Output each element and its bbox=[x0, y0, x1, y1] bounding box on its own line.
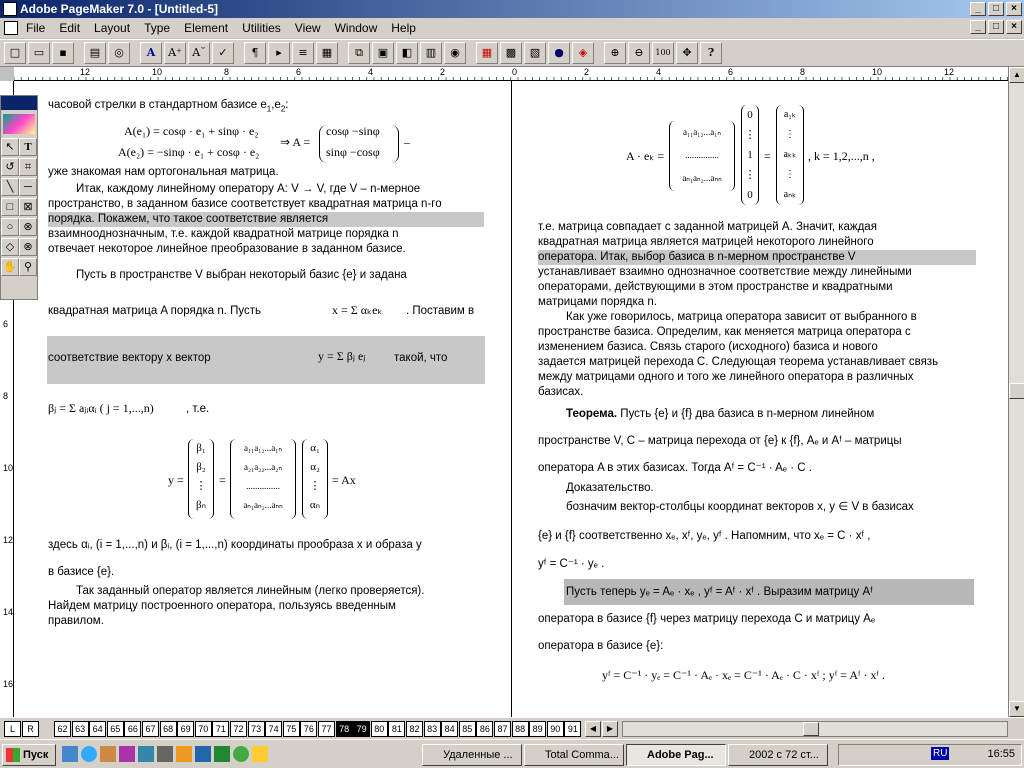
globe-icon[interactable]: ● bbox=[548, 42, 570, 64]
ql-icon-5[interactable] bbox=[138, 746, 154, 762]
m-row2: a₂₁a₂₂...a₂ₙ bbox=[243, 462, 282, 472]
actual-size-icon[interactable]: 100 bbox=[652, 42, 674, 64]
window-title: Adobe PageMaker 7.0 - [Untitled-5] bbox=[20, 2, 219, 16]
page-tabs-nav bbox=[585, 721, 618, 737]
minimize-button[interactable]: _ bbox=[970, 2, 986, 16]
left-p6b: такой, что bbox=[394, 352, 448, 364]
proof-2: {e} и {f} соответственно xₑ, xᶠ, yₑ, yᶠ . Напомним, что xₑ = C · xᶠ , bbox=[538, 530, 871, 542]
proof-7: yᶠ = C⁻¹ · yₑ = C⁻¹ · Aₑ · xₑ = C⁻¹ · Aₑ · C · xᶠ ; yᶠ = Aᶠ · xᶠ . bbox=[602, 668, 886, 682]
page-tab[interactable]: 87 bbox=[494, 721, 511, 737]
title-bar bbox=[0, 0, 1024, 18]
right-r4: устанавливает взаимно однозначное соответствие между линейными bbox=[538, 266, 912, 278]
find-icon[interactable]: ◎ bbox=[108, 42, 130, 64]
sub-2: 2 bbox=[280, 104, 286, 114]
left-p6a: соответствие вектору x вектор bbox=[48, 352, 211, 364]
scroll-thumb[interactable] bbox=[1009, 383, 1024, 399]
left-p7b: , т.е. bbox=[186, 403, 210, 415]
spell-check-icon[interactable]: ✓ bbox=[212, 42, 234, 64]
r-eq-eq: = bbox=[764, 149, 771, 163]
ellipse-frame-icon[interactable]: ⊗ bbox=[19, 218, 37, 236]
toolbox-title bbox=[1, 96, 37, 110]
page-tab[interactable]: 82 bbox=[406, 721, 423, 737]
print-icon[interactable]: ▤ bbox=[84, 42, 106, 64]
doc-minimize-button[interactable]: _ bbox=[970, 20, 986, 34]
sub-1: 1 bbox=[266, 104, 272, 114]
ql-icon-3[interactable] bbox=[100, 746, 116, 762]
color-icon[interactable]: ▦ bbox=[476, 42, 498, 64]
ruler-label: 4 bbox=[368, 67, 374, 77]
right-r12: базисах. bbox=[538, 386, 584, 398]
quick-launch bbox=[62, 746, 268, 762]
page-tab[interactable]: 85 bbox=[459, 721, 476, 737]
ql-icon-11[interactable] bbox=[252, 746, 268, 762]
page-tab[interactable]: 70 bbox=[195, 721, 212, 737]
pdf-icon[interactable]: ◈ bbox=[572, 42, 594, 64]
main-toolbar bbox=[0, 39, 1024, 67]
menu-bar bbox=[0, 18, 1024, 38]
left-p4: Пусть в пространстве V выбран некоторый базис {e} и задана bbox=[76, 269, 407, 281]
clock[interactable]: 16:55 bbox=[987, 748, 1015, 760]
page-tabs-bar bbox=[0, 717, 1024, 739]
v3: ⋮ bbox=[744, 169, 756, 181]
eq1-m2: sinφ −cosφ bbox=[326, 145, 380, 159]
big-col1 bbox=[188, 439, 214, 519]
tab-scroll-left-icon[interactable]: ◀ bbox=[585, 721, 601, 737]
ruler-label: 10 bbox=[152, 67, 163, 77]
page-tab[interactable]: 91 bbox=[564, 721, 581, 737]
right-r3: оператора. Итак, выбор базиса в n-мерном пространстве V bbox=[538, 250, 976, 265]
big-y: y = bbox=[168, 473, 184, 487]
left-p8b: в базисе {e}. bbox=[48, 566, 115, 578]
left-p3a: Итак, каждому линейному оператору A: V → V, где V – n-мерное bbox=[76, 183, 421, 195]
an: αₙ bbox=[309, 499, 321, 511]
page-tab[interactable]: 72 bbox=[230, 721, 247, 737]
color-swatch[interactable] bbox=[3, 114, 35, 134]
ql-icon-1[interactable] bbox=[62, 746, 78, 762]
left-p5-eq: x = Σ αₖeₖ bbox=[332, 303, 383, 317]
big-tail: = Ax bbox=[332, 473, 356, 487]
proof-1: бозначим вектор-столбцы координат векторов x, y ∈ V в базисах bbox=[566, 501, 914, 513]
left-p3e: отвечает некоторое линейное преобразование в заданном базисе. bbox=[48, 243, 406, 255]
theorem-3: оператора A в этих базисах. Тогда Aᶠ = C⁻¹ · Aₑ · C . bbox=[538, 462, 812, 474]
eq1-m1: cosφ −sinφ bbox=[326, 124, 380, 138]
eq1a: A(e₁) = cosφ · e₁ + sinφ · e₂ bbox=[124, 124, 259, 138]
big-matrix bbox=[230, 439, 296, 519]
page-tab[interactable]: 86 bbox=[476, 721, 493, 737]
paste-icon[interactable]: ▣ bbox=[372, 42, 394, 64]
text-wrap-icon[interactable]: ≡ bbox=[292, 42, 314, 64]
font-larger-icon[interactable]: A⁺ bbox=[164, 42, 186, 64]
r1: ⋮ bbox=[785, 129, 795, 140]
start-label: Пуск bbox=[23, 749, 49, 761]
scroll-down-icon[interactable]: ▼ bbox=[1009, 701, 1024, 717]
new-icon[interactable]: □ bbox=[4, 42, 26, 64]
right-r5: операторами, действующими в этом пространстве и квадратными bbox=[538, 281, 893, 293]
left-p5a: квадратная матрица A порядка n. Пусть bbox=[48, 305, 262, 317]
taskbar bbox=[0, 739, 1024, 768]
master-left-tab[interactable]: L bbox=[4, 721, 21, 737]
ruler-label: 0 bbox=[512, 67, 518, 77]
big-eq: = bbox=[219, 473, 226, 487]
copy-icon[interactable]: ⧉ bbox=[348, 42, 370, 64]
page-tab[interactable]: 81 bbox=[388, 721, 405, 737]
bn: βₙ bbox=[196, 499, 206, 511]
r2: aₖₖ bbox=[783, 149, 797, 160]
ruler-label: 12 bbox=[944, 67, 955, 77]
hand-tool-icon[interactable]: ✋ bbox=[1, 258, 19, 276]
r-eq-vector bbox=[741, 105, 759, 205]
vruler-label: 16 bbox=[3, 679, 14, 689]
left-p9c: правилом. bbox=[48, 615, 104, 627]
proof-5: оператора в базисе {f} через матрицу перехода C и матрицу Aₑ bbox=[538, 613, 876, 625]
column-divider bbox=[511, 81, 512, 717]
r-eq-tail: , k = 1,2,...,n , bbox=[808, 149, 875, 163]
left-p9b: Найдем матрицу построенного оператора, пользуясь введенным bbox=[48, 600, 396, 612]
left-p5b: . Поставим в bbox=[406, 305, 475, 317]
paragraph-icon[interactable]: ¶ bbox=[244, 42, 266, 64]
ruler-label: 8 bbox=[224, 67, 230, 77]
right-r11: между матрицами одного и того же линейного оператора в различных bbox=[538, 371, 914, 383]
vruler-label: 12 bbox=[3, 535, 14, 545]
ql-icon-6[interactable] bbox=[157, 746, 173, 762]
excel-icon[interactable] bbox=[214, 746, 230, 762]
v4: 0 bbox=[747, 189, 753, 201]
page-tab[interactable]: 64 bbox=[89, 721, 106, 737]
page-tab[interactable]: 75 bbox=[283, 721, 300, 737]
line-tool-icon[interactable]: ╲ bbox=[1, 178, 19, 196]
doc-icon[interactable] bbox=[4, 21, 18, 35]
menu-type[interactable]: Type bbox=[144, 21, 171, 35]
maximize-button[interactable]: □ bbox=[988, 2, 1004, 16]
polygon-tool-icon[interactable]: ◇ bbox=[1, 238, 19, 256]
link-icon[interactable]: ◉ bbox=[444, 42, 466, 64]
page-tab[interactable]: 89 bbox=[529, 721, 546, 737]
polygon-frame-icon[interactable]: ⊗ bbox=[19, 238, 37, 256]
eq1b: A(e₂) = −sinφ · e₁ + cosφ · e₂ bbox=[118, 145, 260, 159]
r3: ⋮ bbox=[785, 169, 795, 180]
right-r7: Как уже говорилось, матрица оператора зависит от выбранного в bbox=[566, 311, 917, 323]
task-deleted[interactable]: Удаленные ... bbox=[422, 744, 522, 766]
zoom-out-icon[interactable]: ⊖ bbox=[628, 42, 650, 64]
b2: β₂ bbox=[196, 461, 206, 473]
m-row1: a₁₁a₁₂...a₁ₙ bbox=[243, 443, 282, 453]
rect-tool-icon[interactable]: □ bbox=[1, 198, 19, 216]
page-tab[interactable]: 79 bbox=[353, 721, 370, 737]
eq1-implies: ⇒ A = bbox=[280, 135, 311, 149]
hscroll-thumb[interactable] bbox=[803, 722, 819, 736]
left-p9a: Так заданный оператор является линейным (легко проверяется). bbox=[76, 585, 425, 597]
r-eq-matrix bbox=[669, 121, 735, 191]
menu-window[interactable]: Window bbox=[334, 21, 378, 35]
zoom-in-icon[interactable]: ⊕ bbox=[604, 42, 626, 64]
task-pagemaker[interactable]: Adobe Pag... bbox=[626, 744, 726, 766]
ruler-label: 2 bbox=[440, 67, 446, 77]
doc-restore-button[interactable]: □ bbox=[988, 20, 1004, 34]
image-icon[interactable]: ▩ bbox=[500, 42, 522, 64]
app-icon[interactable] bbox=[3, 2, 17, 16]
left-p3d: взаимнооднозначным, т.е. каждой квадратной матрице порядка n bbox=[48, 228, 399, 240]
m-row4: aₙ₁aₙ₂...aₙₙ bbox=[243, 500, 283, 510]
page-tab[interactable]: 68 bbox=[160, 721, 177, 737]
r-eq-lhs: A · eₖ = bbox=[626, 149, 665, 163]
ruler-label: 6 bbox=[296, 67, 302, 77]
doc-close-button[interactable]: × bbox=[1006, 20, 1022, 34]
page-tab[interactable]: 67 bbox=[142, 721, 159, 737]
eq1-tail: – bbox=[404, 135, 410, 149]
big-col2 bbox=[302, 439, 328, 519]
page-tab[interactable]: 77 bbox=[318, 721, 335, 737]
page-tab[interactable]: 88 bbox=[512, 721, 529, 737]
task-word-doc[interactable]: 2002 с 72 ст... bbox=[728, 744, 828, 766]
menu-edit[interactable]: Edit bbox=[59, 21, 81, 35]
a2: α₂ bbox=[310, 461, 320, 473]
ql-icon-7[interactable] bbox=[176, 746, 192, 762]
save-icon[interactable]: ▪ bbox=[52, 42, 74, 64]
left-p6-eq: y = Σ βⱼ eⱼ bbox=[318, 349, 366, 363]
menu-element[interactable]: Element bbox=[184, 21, 229, 35]
right-r1: т.е. матрица совпадает с заданной матрицей A. Значит, каждая bbox=[538, 221, 877, 233]
left-p7-eq: βⱼ = Σ aⱼᵢαᵢ ( j = 1,...,n) bbox=[48, 401, 154, 415]
left-p8a: здесь αᵢ, (i = 1,...,n) и βᵢ, (i = 1,...,n) координаты прообраза x и образа y bbox=[48, 539, 422, 551]
proof-3: yᶠ = C⁻¹ · yₑ . bbox=[538, 558, 605, 570]
ql-icon-4[interactable] bbox=[119, 746, 135, 762]
page-tab[interactable]: 90 bbox=[547, 721, 564, 737]
page-tab[interactable]: 74 bbox=[265, 721, 282, 737]
page-tab[interactable]: 78 bbox=[336, 721, 353, 737]
theorem-2: пространстве V, C – матрица перехода от {e} к {f}, Aₑ и Aᶠ – матрицы bbox=[538, 435, 902, 447]
toolbox-palette bbox=[0, 95, 38, 300]
page-tab[interactable]: 83 bbox=[424, 721, 441, 737]
fit-page-icon[interactable]: ✥ bbox=[676, 42, 698, 64]
page-tab[interactable]: 63 bbox=[72, 721, 89, 737]
right-r10: задается матрицей перехода C. Следующая теорема устанавливает связь bbox=[538, 356, 939, 368]
story-editor-icon[interactable]: ▸ bbox=[268, 42, 290, 64]
vertical-scrollbar[interactable] bbox=[1008, 67, 1024, 717]
ie-icon[interactable] bbox=[81, 746, 97, 762]
menu-file[interactable]: File bbox=[26, 21, 46, 35]
ruler-label: 2 bbox=[584, 67, 590, 77]
v2: 1 bbox=[747, 149, 753, 161]
open-icon[interactable]: ▭ bbox=[28, 42, 50, 64]
constrained-line-icon[interactable]: ─ bbox=[19, 178, 37, 196]
theorem-label: Теорема. bbox=[566, 408, 618, 420]
v1: ⋮ bbox=[744, 129, 756, 141]
place-icon[interactable]: ◧ bbox=[396, 42, 418, 64]
menu-utilities[interactable]: Utilities bbox=[242, 21, 281, 35]
left-p3b: пространство, в заданном базисе соответствует квадратная матрица n-го bbox=[48, 198, 442, 210]
proof-label: Доказательство. bbox=[566, 482, 654, 494]
right-r6: матрицами порядка n. bbox=[538, 296, 657, 308]
page-tab[interactable]: 69 bbox=[177, 721, 194, 737]
master-right-tab[interactable]: R bbox=[22, 721, 39, 737]
a1: α₁ bbox=[310, 442, 320, 454]
ruler-label: 12 bbox=[80, 67, 91, 77]
page-tab[interactable]: 65 bbox=[107, 721, 124, 737]
b1: β₁ bbox=[196, 442, 206, 454]
menu-help[interactable]: Help bbox=[391, 21, 416, 35]
system-tray bbox=[838, 744, 1022, 766]
vruler-label: 14 bbox=[3, 607, 14, 617]
start-button[interactable] bbox=[2, 744, 56, 766]
ruler-label: 4 bbox=[656, 67, 662, 77]
proof-4: Пусть теперь yₑ = Aₑ · xₑ , yᶠ = Aᶠ · xᶠ . Выразим матрицу Aᶠ bbox=[566, 586, 873, 598]
page-tab[interactable]: 80 bbox=[371, 721, 388, 737]
page-tab[interactable]: 73 bbox=[248, 721, 265, 737]
rect-frame-icon[interactable]: ⊠ bbox=[19, 198, 37, 216]
ruler-label: 8 bbox=[800, 67, 806, 77]
text-tool-icon[interactable]: A bbox=[140, 42, 162, 64]
vruler-label: 6 bbox=[3, 319, 9, 329]
vruler-label: 10 bbox=[3, 463, 14, 473]
left-p1: часовой стрелки в стандартном базисе e bbox=[48, 99, 267, 111]
page-tab[interactable]: 84 bbox=[441, 721, 458, 737]
ellipse-tool-icon[interactable]: ○ bbox=[1, 218, 19, 236]
page-tab[interactable]: 66 bbox=[124, 721, 141, 737]
m-row3: ............... bbox=[246, 481, 280, 491]
right-r9: изменением базиса. Связь старого (исходного) базиса и нового bbox=[538, 341, 878, 353]
page-tab[interactable]: 62 bbox=[54, 721, 71, 737]
horizontal-ruler[interactable] bbox=[14, 67, 1009, 81]
r0: a₁ₖ bbox=[783, 109, 797, 120]
page-tab[interactable]: 71 bbox=[212, 721, 229, 737]
zoom-tool-icon[interactable]: ⚲ bbox=[19, 258, 37, 276]
ql-icon-10[interactable] bbox=[233, 746, 249, 762]
left-p2: уже знакомая нам ортогональная матрица. bbox=[48, 166, 279, 178]
right-r8: пространстве базиса. Определим, как меняется матрица оператора с bbox=[538, 326, 911, 338]
theorem-1: Пусть {e} и {f} два базиса в n-мерном линейном bbox=[620, 408, 875, 420]
ruler-label: 6 bbox=[728, 67, 734, 77]
bdots: ⋮ bbox=[195, 480, 207, 492]
word-icon[interactable] bbox=[195, 746, 211, 762]
close-button[interactable]: × bbox=[1006, 2, 1022, 16]
lang-indicator[interactable]: RU bbox=[933, 748, 948, 759]
styles-icon[interactable]: ▦ bbox=[316, 42, 338, 64]
rm-row2: ............... bbox=[685, 150, 719, 160]
right-r2: квадратная матрица является матрицей некоторого линейного bbox=[538, 236, 874, 248]
rm-row1: a₁₁a₁₂...a₁ₙ bbox=[682, 127, 721, 137]
adots: ⋮ bbox=[309, 480, 321, 492]
page-tab[interactable]: 76 bbox=[300, 721, 317, 737]
document-page[interactable]: часовой стрелки в стандартном базисе $e_1,e_2$: A(e₁) = cosφ · e₁ + sinφ · e₂ A(e₂) = −sinφ · e₁ + cosφ · e₂ ⇒ A = cosφ −sinφ sinφ −cosφ – уже знакомая нам ортогональная матрица. Итак, каждому линейному оператору A: V → V, где V – n-мерное пространство, в заданном базисе соответствует квадратная матрица n-го порядка. Покажем, что такое соответствие является взаимнооднозначным, т.е. каждой квадратной матрице порядка n отвечает некоторое линейное преобразование в заданном базисе. Пусть в пространстве V выбран некоторый базис {e} и задана квадратная матрица A порядка n. Пусть x = Σ αₖeₖ . Поставим в соответствие вектору x вектор y = Σ βⱼ eⱼ такой, что βⱼ = Σ aⱼᵢαᵢ ( j = 1,...,n) , т.е. y = β₁ β₂ ⋮ βₙ = a₁₁a₁₂...a₁ₙ a₂₁a₂₂...a₂ₙ ............... aₙ₁aₙ₂...aₙₙ α₁ α₂ ⋮ αₙ = Ax здесь αᵢ, (i = 1,...,n) и βᵢ, (i = 1,...,n) координаты прообраза x и образа y в базисе {e}. Так заданный оператор является линейным (легко проверяется). Найдем матрицу построенного оператора, пользуясь введенным правилом. A · eₖ = a₁₁a₁₂...a₁ₙ ............... aₙ₁aₙ₂...aₙₙ 0 ⋮ 1 ⋮ 0 = a₁ₖ ⋮ aₖₖ ⋮ aₙₖ , k = 1,2,...,n , т.е. матрица совпадает с заданной матрицей A. Значит, каждая квадратная матрица является матрицей некоторого линейного оператора. Итак, выбор базиса в n-мерном пространстве V устанавливает взаимно однозначное соответствие между линейными операторами, действующими в этом пространстве и квадратными матрицами порядка n. Как уже говорилось, матрица оператора зависит от выбранного в пространстве базиса. Определим, как меняется матрица оператора с изменением базиса. Связь старого (исходного) базиса и нового задается матрицей перехода C. Следующая теорема устанавливает связь между матрицами одного и того же линейного оператора в различных базисах. Теорема. Пусть {e} и {f} два базиса в n-мерном линейном пространстве V, C – матрица перехода от {e} к {f}, Aₑ и Aᶠ – матрицы оператора A в этих базисах. Тогда Aᶠ = C⁻¹ · Aₑ · C . Доказательство. бозначим вектор-столбцы координат векторов x, y ∈ V в базисах {e} и {f} соответственно xₑ, xᶠ, yₑ, yᶠ . Напомним, что xₑ = C · xᶠ , yᶠ = C⁻¹ · yₑ . Пусть теперь yₑ = Aₑ · xₑ , yᶠ = Aᶠ · xᶠ . Выразим матрицу Aᶠ оператора в базисе {f} через матрицу перехода C и матрицу Aₑ оператора в базисе {e}: yᶠ = C⁻¹ · yₑ = C⁻¹ · Aₑ · xₑ = C⁻¹ · Aₑ · C · xᶠ ; yᶠ = Aᶠ · xᶠ . bbox=[14, 81, 1008, 717]
text-tool-icon-t[interactable]: T bbox=[19, 138, 37, 156]
font-style-icon[interactable]: A˘ bbox=[188, 42, 210, 64]
crop-tool-icon[interactable]: ⌗ bbox=[19, 158, 37, 176]
vruler-label: 8 bbox=[3, 391, 9, 401]
r4: aₙₖ bbox=[783, 189, 797, 200]
left-p3c: порядка. Покажем, что такое соответствие является bbox=[48, 212, 484, 227]
rm-row3: aₙ₁aₙ₂...aₙₙ bbox=[682, 173, 722, 183]
task-total-commander[interactable]: Total Comma... bbox=[524, 744, 624, 766]
help-icon[interactable]: ? bbox=[700, 42, 722, 64]
v0: 0 bbox=[747, 109, 753, 121]
menu-layout[interactable]: Layout bbox=[94, 21, 131, 35]
pointer-tool-icon[interactable]: ↖ bbox=[1, 138, 19, 156]
tab-scroll-right-icon[interactable]: ▶ bbox=[602, 721, 618, 737]
rotate-tool-icon[interactable]: ↺ bbox=[1, 158, 19, 176]
frame-icon[interactable]: ▥ bbox=[420, 42, 442, 64]
menu-view[interactable]: View bbox=[294, 21, 321, 35]
ruler-label: 10 bbox=[872, 67, 883, 77]
horizontal-scrollbar[interactable] bbox=[622, 721, 1008, 737]
scroll-up-icon[interactable]: ▲ bbox=[1009, 67, 1024, 83]
picture-icon[interactable]: ▧ bbox=[524, 42, 546, 64]
r-eq-result bbox=[776, 105, 804, 205]
proof-6: оператора в базисе {e}: bbox=[538, 640, 664, 652]
windows-logo-icon bbox=[6, 748, 20, 762]
